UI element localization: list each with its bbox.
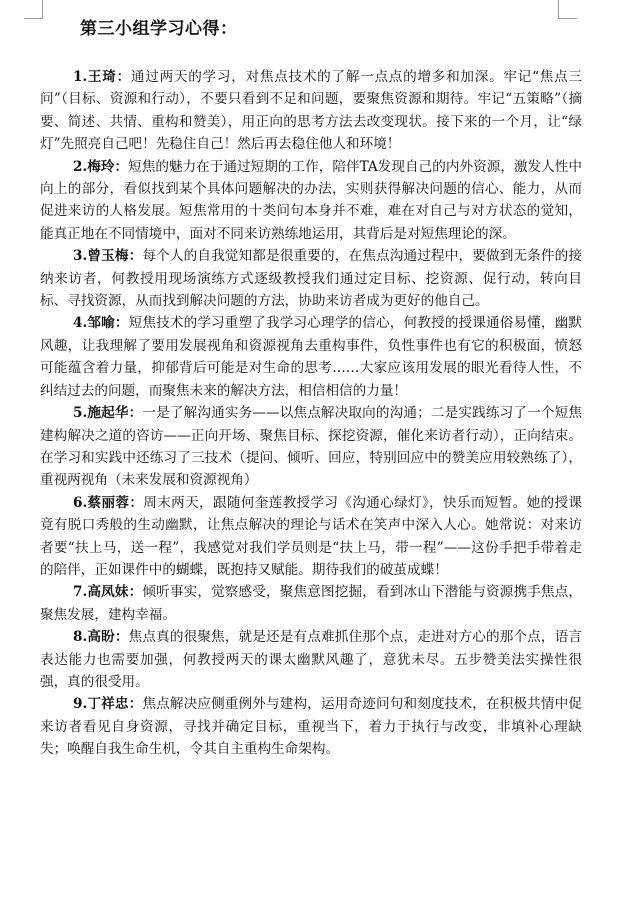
paragraph-5	[40, 402, 582, 492]
entry-number: 4.	[73, 315, 88, 332]
entry-author: 曾玉梅：	[87, 248, 143, 265]
entry-text: 短焦技术的学习重塑了我学习心理学的信心，何教授的授课通俗易懂，幽默风趣，让我理解了要用发展视角和资源视角去重构事件，负性事件也有它的积极面，愤怒可能蕴含着力量，抑郁背后可能是对生命的思考……大家应该用发展的眼光看待人性，不纠结过去的问题，而聚焦未来的解决方法，相信相信的力量！	[40, 315, 583, 399]
top-left-crop-mark	[24, 0, 43, 19]
entry-author: 丁祥忠：	[87, 696, 143, 713]
paragraph-1	[40, 66, 582, 156]
top-right-crop-mark	[558, 0, 577, 19]
entry-text: 周末两天，跟随何奎莲教授学习《沟通心绿灯》，快乐而短暂。她的授课竟有脱口秀般的生动幽默，让焦点解决的理论与话术在笑声中深入人心。她常说：对来访者要“扶上马，送一程”，我感觉对我们学员则是“扶上马，带一程”——这份手把手带着走的陪伴，正如课件中的蝴蝶，既抱持又赋能。期待我们的破茧成蝶！	[40, 494, 583, 578]
paragraph-4	[40, 312, 582, 402]
entry-number: 8.	[73, 629, 88, 646]
entry-text: 通过两天的学习，对焦点技术的了解一点点的增多和加深。牢记“焦点三问”（目标、资源和行动），不要只看到不足和问题，要聚焦资源和期待。牢记“五策略”（摘要、简述、共情、重构和赞美），用正向的思考方法去改变现状。接下来的一个月，让“绿灯”先照亮自己吧！先稳住自己！然后再去稳住他人和环境！	[40, 69, 582, 153]
paragraph-3	[40, 245, 582, 312]
paragraph-9	[40, 693, 582, 760]
entry-number: 9.	[73, 696, 88, 713]
entry-author: 王琦：	[87, 69, 131, 85]
entry-author: 蔡丽蓉：	[87, 494, 144, 511]
document-body	[40, 66, 582, 761]
entry-number: 5.	[73, 405, 88, 422]
entry-author: 高盼：	[87, 629, 129, 646]
entry-number: 6.	[73, 494, 88, 511]
entry-text: 焦点真的很聚焦，就是还是有点难抓住那个点，走进对方心的那个点，语言表达能力也需要加强，何教授两天的课太幽默风趣了，意犹未尽。五步赞美法实操性很强，真的很受用。	[40, 629, 583, 690]
entry-text: 焦点解决应侧重例外与建构，运用奇迹问句和刻度技术，在积极共情中促来访者看见自身资源，寻找并确定目标，重视当下，着力于执行与改变，非填补心理缺失；唤醒自我生命生机，令其自主重构生命架构。	[40, 696, 583, 758]
entry-number: 7.	[73, 584, 88, 601]
paragraph-2	[40, 156, 582, 246]
entry-text: 一是了解沟通实务——以焦点解决取向的沟通；二是实践练习了一个短焦建构解决之道的咨访——正向开场、聚焦目标、探挖资源，催化来访者行动），正向结束。在学习和实践中还练习了三技术（提问、倾听、回应，特别回应中的赞美应用较熟练了），重视两视角（未来发展和资源视角）	[40, 405, 583, 489]
entry-number: 2.	[73, 158, 88, 175]
paragraph-7	[40, 581, 582, 626]
paragraph-8	[40, 626, 582, 693]
entry-author: 邹喻：	[87, 315, 129, 332]
entry-text: 倾听事实，觉察感受，聚焦意图挖掘，看到冰山下潜能与资源携手焦点，聚焦发展，建构幸福。	[40, 584, 583, 623]
entry-text: 每个人的自我觉知都是很重要的，在焦点沟通过程中，要做到无条件的接纳来访者，何教授用现场演练方式逐级教授我们通过定目标、挖资源、促行动，转向目标、寻找资源，从而找到解决问题的方法，协助来访者成为更好的他自己。	[40, 248, 583, 310]
entry-author: 梅玲：	[87, 158, 129, 175]
entry-author: 高凤妹：	[87, 584, 143, 601]
entry-text: 短焦的魅力在于通过短期的工作，陪伴TA发现自己的内外资源，激发人性中向上的部分，看似找到某个具体问题解决的办法，实则获得解决问题的信心、能力，从而促进来访的人格发展。短焦常用的十类问句本身并不难，难在对自己与对方状态的觉知，能真正地在不同情境中，面对不同来访熟练地运用，其背后是对短焦理论的深。	[40, 158, 583, 242]
entry-author: 施起华：	[87, 405, 143, 422]
paragraph-6	[40, 492, 582, 582]
entry-number: 1.	[73, 69, 88, 85]
entry-number: 3.	[73, 248, 88, 265]
document-title: 第三小组学习心得：	[80, 19, 238, 39]
